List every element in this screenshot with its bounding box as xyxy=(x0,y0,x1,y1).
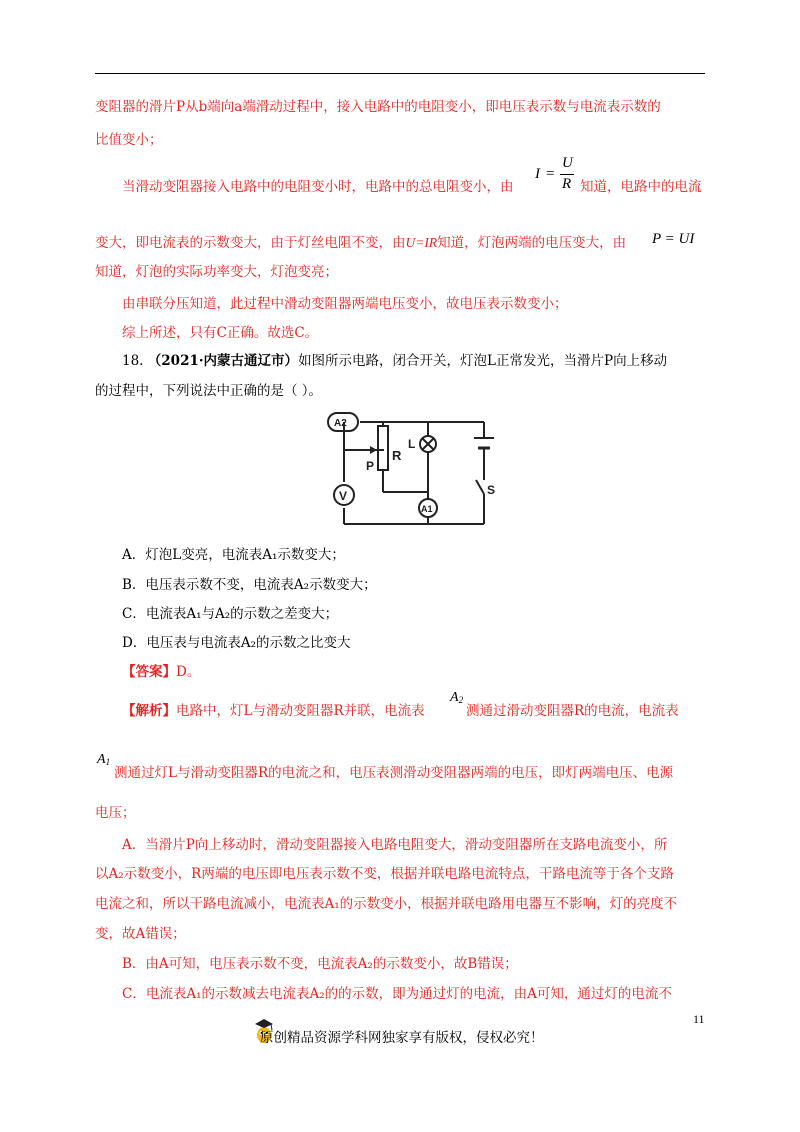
symbol-A2 xyxy=(450,690,463,706)
text-line-5: 知道，灯泡的实际功率变大，灯泡变亮； xyxy=(95,264,338,280)
question-text-2: 的过程中，下列说法中正确的是（ ）。 xyxy=(95,383,323,399)
symbol-A1 xyxy=(97,752,110,768)
label-A2: A2 xyxy=(334,418,347,429)
fraction-bar xyxy=(560,174,574,175)
page-number: 11 xyxy=(693,1012,705,1026)
text-line-2: 比值变小； xyxy=(95,132,163,148)
formula-equals: = xyxy=(546,166,555,182)
formula-denominator-R: R xyxy=(562,176,572,192)
text-line-3a: 当滑动变阻器接入电路中的电阻变小时，电路中的总电阻变小，由 xyxy=(122,179,514,195)
label-S: S xyxy=(487,483,496,497)
explain-C: C．电流表A₁的示数减去电流表A₂的的示数，即为通过灯的电流，由A可知，通过灯的电流不 xyxy=(122,986,672,1002)
analysis-text-1b: 测通过滑动变阻器R的电流，电流表 xyxy=(466,703,679,719)
text-line-6: 由串联分压知道，此过程中滑动变阻器两端电压变小，故电压表示数变小； xyxy=(122,296,568,312)
question-18 xyxy=(122,352,667,370)
option-D: D．电压表与电流表A₂的示数之比变大 xyxy=(122,635,351,651)
text-line-4 xyxy=(95,234,626,252)
header-rule xyxy=(95,73,705,74)
text-line-3b: 知道，电路中的电流 xyxy=(580,179,702,195)
option-B: B．电压表示数不变，电流表A₂示数变大； xyxy=(122,577,377,593)
symbol-A1-sub: 1 xyxy=(105,757,111,767)
label-L: L xyxy=(408,437,416,451)
label-P: P xyxy=(366,459,375,473)
analysis-text-1a: 电路中，灯L与滑动变阻器R并联，电流表 xyxy=(176,703,425,719)
text-line-4c: 知道，灯泡两端的电压变大，由 xyxy=(437,235,627,251)
label-V: V xyxy=(339,489,348,503)
analysis-text-2: 测通过灯L与滑动变阻器R的电流之和，电压表测滑动变阻器两端的电压，即灯两端电压、电源 xyxy=(114,765,674,781)
label-A1: A1 xyxy=(421,504,433,514)
answer-value: D。 xyxy=(176,664,201,680)
question-text-1: 如图所示电路，闭合开关，灯泡L正常发光，当滑片P向上移动 xyxy=(298,353,668,369)
explain-A-4: 变，故A错误； xyxy=(95,926,186,942)
text-line-7: 综上所述，只有C正确。故选C。 xyxy=(122,325,319,341)
question-number: 18. xyxy=(122,353,144,369)
text-line-1: 变阻器的滑片P从b端向a端滑动过程中，接入电路中的电阻变小，即电压表示数与电流表示数的 xyxy=(95,99,661,115)
option-A: A．灯泡L变亮，电流表A₁示数变大； xyxy=(122,547,345,563)
text-line-4a: 变大，即电流表的示数变大，由于灯丝电阻不变，由 xyxy=(95,235,406,251)
circuit-diagram xyxy=(322,412,496,530)
symbol-A2-sub: 2 xyxy=(458,695,464,705)
symbol-A2-letter: A xyxy=(450,690,459,705)
label-R: R xyxy=(392,448,402,463)
formula-numerator-U: U xyxy=(562,155,573,171)
explain-A-3: 电流之和，所以干路电流减小，电流表A₁的示数变小，根据并联电路用电器互不影响，灯的亮度不 xyxy=(95,896,678,912)
explain-A-1: A．当滑片P向上移动时，滑动变阻器接入电路电阻变大，滑动变阻器所在支路电流变小，所 xyxy=(122,837,668,853)
answer-label: 【答案】 xyxy=(122,664,176,680)
footer-copyright: 原创精品资源学科网独家享有版权，侵权必究！ xyxy=(260,1030,544,1046)
formula-I: I xyxy=(535,166,540,182)
analysis-line-1a xyxy=(122,702,425,720)
symbol-A1-letter: A xyxy=(97,752,106,767)
switch-S xyxy=(476,480,484,494)
explain-A-2: 以A₂示数变小，R两端的电压即电压表示数不变，根据并联电路电流特点，干路电流等于各个支路 xyxy=(95,866,674,882)
answer xyxy=(122,663,200,681)
question-source: （2021·内蒙古通辽市） xyxy=(147,353,299,369)
analysis-label: 【解析】 xyxy=(122,703,176,719)
slider-arrow-head xyxy=(370,446,377,454)
analysis-text-3: 电压； xyxy=(95,805,136,821)
rheostat-R xyxy=(378,426,388,470)
formula-U-IR: U=IR xyxy=(405,235,438,250)
option-C: C．电流表A₁与A₂的示数之差变大； xyxy=(122,606,339,622)
formula-P-UI: P = UI xyxy=(652,231,695,247)
explain-B: B．由A可知，电压表示数不变，电流表A₂的示数变小，故B错误； xyxy=(122,956,518,972)
